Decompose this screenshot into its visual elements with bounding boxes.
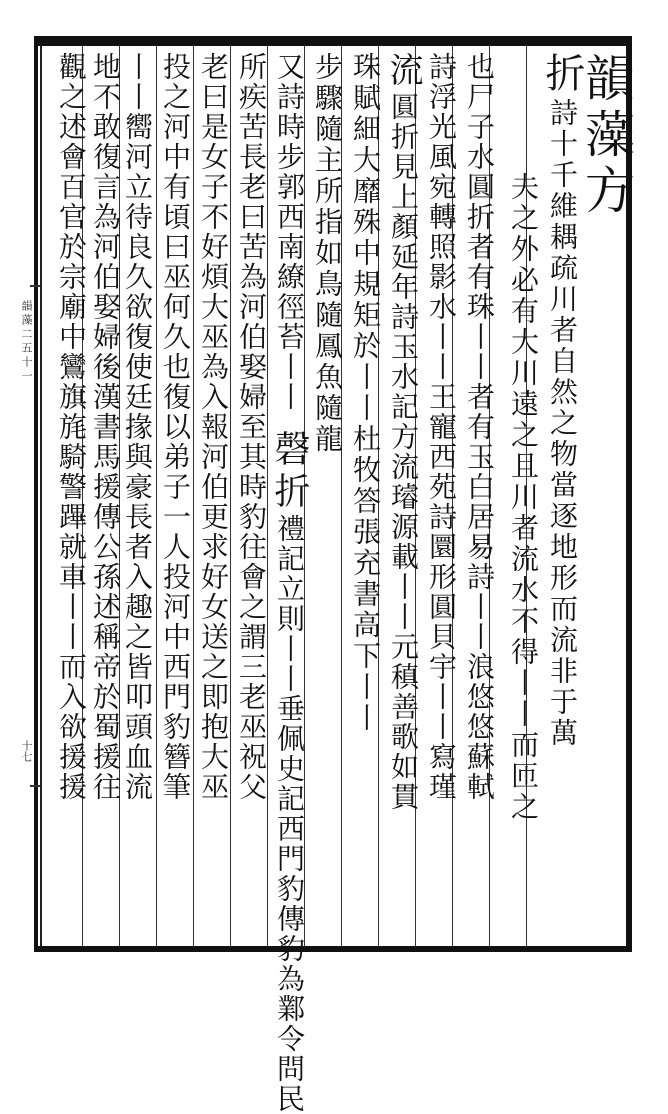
frame-left-border — [34, 36, 38, 952]
column-text: 也尸子水圓折者有珠丨丨者有玉白居易詩丨丨浪悠悠蘇軾 — [463, 52, 496, 802]
entry-heading: 磬折 — [269, 430, 310, 514]
fishtail-mark-top — [30, 285, 40, 287]
text-column-2 — [536, 52, 585, 940]
column-text: 觀之述會百官於宗廟中鸞旗旄騎警蹕就車丨丨而入欲援援 — [55, 52, 88, 802]
column-text: 老曰是女子不好煩大巫為入報河伯更求好女送之即抱大巫 — [197, 52, 230, 802]
column-text: 禮記立則丨丨垂佩史記西門豹傳豹為鄴令問民 — [273, 514, 306, 1114]
frame-top-border — [34, 36, 632, 46]
text-column-15 — [44, 52, 90, 940]
margin-page-number: 十七 — [20, 740, 33, 762]
column-text: 夫之外必有大川遠之且川者流水不得丨丨而匝之 — [507, 172, 540, 823]
column-text: 步驟隨主所指如鳥隨鳳魚隨龍 — [311, 52, 344, 455]
column-text: 丨丨嚮河立待良久欲復使廷掾與豪長者入趣之皆叩頭血流 — [121, 52, 154, 802]
column-text: 所疾苦長老曰苦為河伯娶婦至其時豹往會之謂三老巫祝父 — [235, 52, 268, 802]
column-text: 圓折見上顏延年詩玉水記方流璿源載丨丨元稹善歌如貫 — [387, 92, 420, 812]
column-text: 地不敢復言為河伯娶婦後漢書馬援傳公孫述稱帝於蜀援往 — [89, 52, 122, 802]
frame-inner-left-border — [40, 46, 42, 946]
column-text: 投之河中有頃曰巫何久也復以弟子一人投河中西門豹簪筆 — [159, 52, 192, 802]
column-text: 詩浮光風宛轉照影水丨丨王寵西苑詩圜形圓貝宇丨丨寫瑾 — [425, 52, 458, 802]
entry-heading: 韻藻 — [577, 52, 635, 164]
text-column-1 — [577, 52, 635, 940]
text-column-3 — [496, 52, 542, 940]
column-text: 又詩時步郭西南繚徑苔丨丨 — [273, 52, 306, 412]
column-text: 詩十千維耦疏川者自然之物當逐地形而流非于萬 — [546, 98, 579, 749]
entry-heading: 流 — [383, 52, 423, 92]
frame-bottom-border — [34, 946, 632, 952]
margin-title: 韻藻二五十一 — [20, 300, 33, 384]
fishtail-mark-bottom — [30, 785, 40, 787]
entry-heading: 折 — [539, 52, 585, 98]
column-text: 珠賦細大靡殊中規矩於丨丨杜牧答張充書高下丨丨 — [349, 52, 382, 734]
entry-heading-suffix: 方 — [577, 164, 635, 220]
